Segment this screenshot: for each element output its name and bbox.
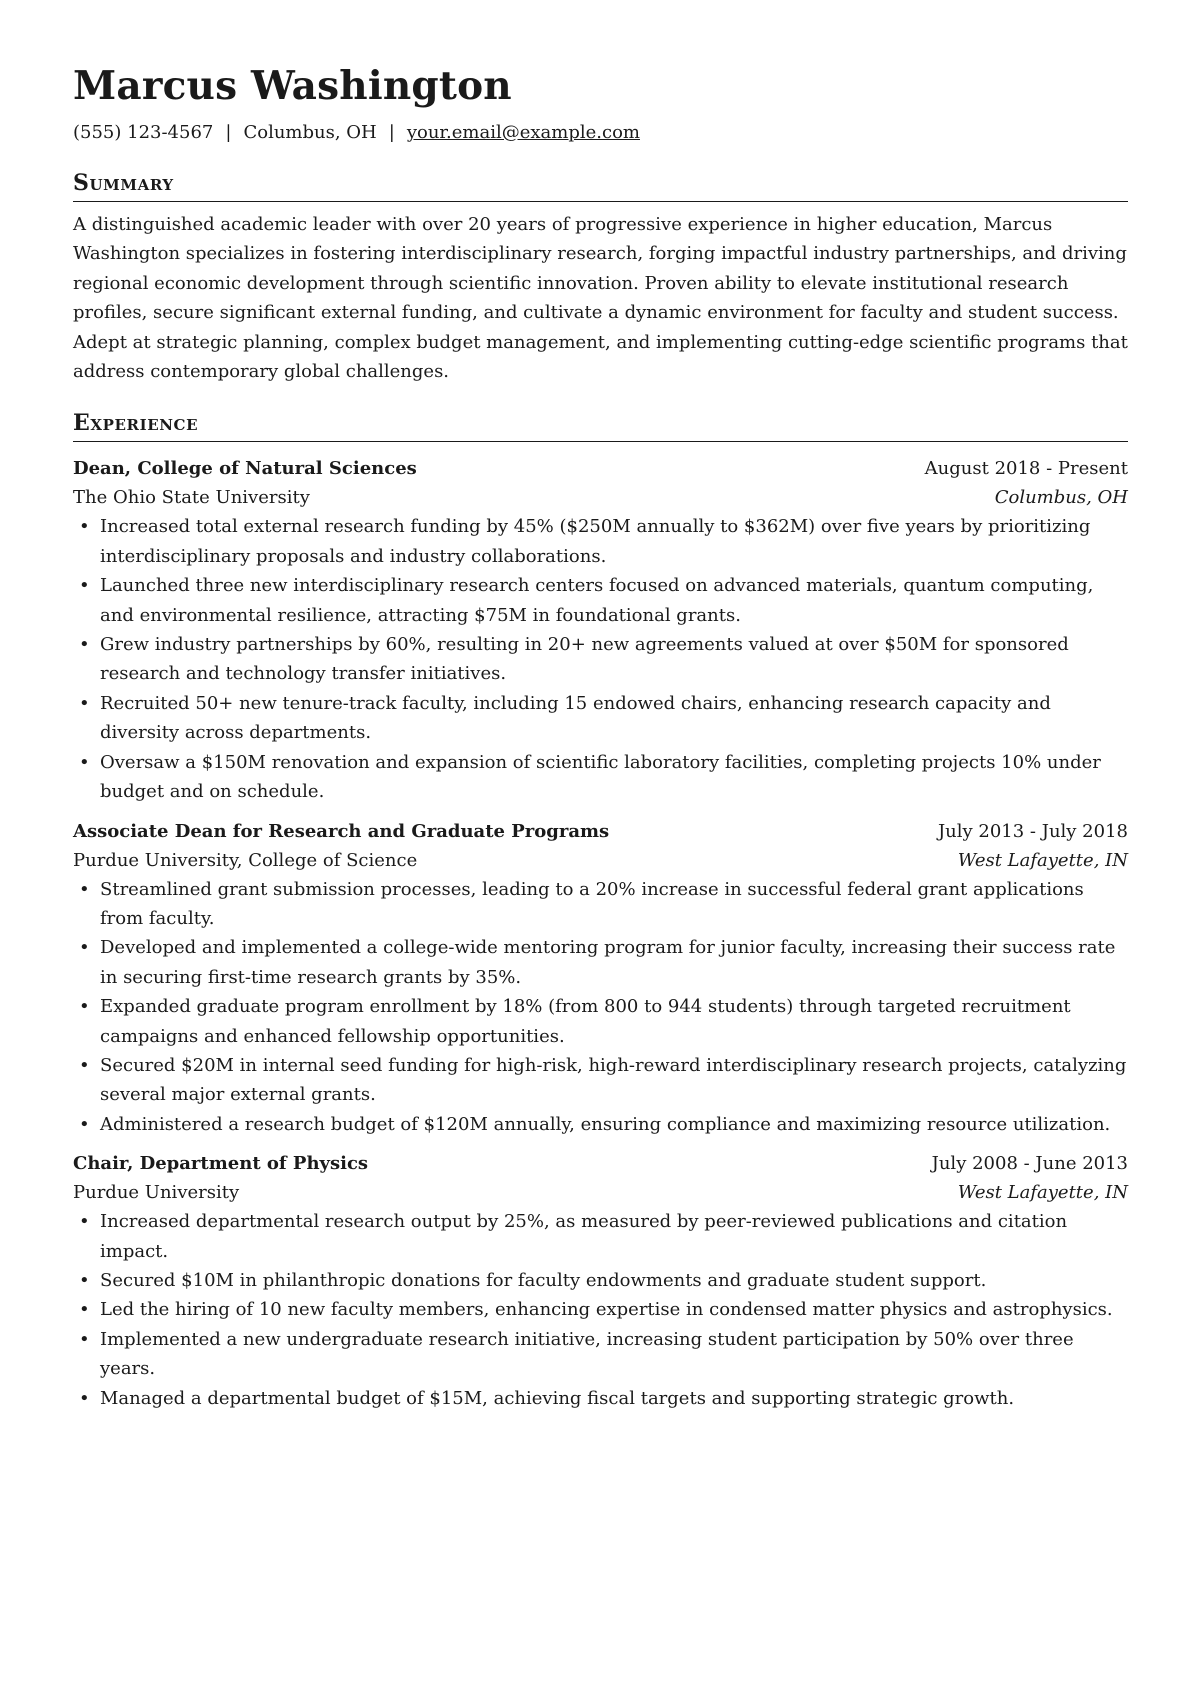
bullet-item: • Grew industry partnerships by 60%, resulting in 20+ new agreements valued at over $50M for sponsored research and technology transfer initiatives.	[73, 630, 1128, 689]
job-title: Chair, Department of Physics	[73, 1153, 369, 1175]
job-entry	[73, 454, 1128, 806]
job-location: Columbus, OH	[994, 487, 1128, 509]
job-bullets	[73, 512, 1128, 806]
job-dates: July 2013 - July 2018	[937, 820, 1128, 842]
contact-separator: |	[225, 122, 232, 143]
bullet-item: • Increased departmental research output by 25%, as measured by peer-reviewed publications and citation impact.	[73, 1207, 1128, 1266]
experience-heading: Experience	[73, 406, 1128, 442]
contact-separator: |	[388, 122, 395, 143]
bullet-item: • Launched three new interdisciplinary research centers focused on advanced materials, quantum computing, and environmental resilience, attracting $75M in foundational grants.	[73, 571, 1128, 630]
bullet-item: • Increased total external research funding by 45% ($250M annually to $362M) over five years by prioritizing interdisciplinary proposals and industry collaborations.	[73, 512, 1128, 571]
job-entry	[73, 817, 1128, 1140]
bullet-item: • Led the hiring of 10 new faculty members, enhancing expertise in condensed matter physics and astrophysics.	[73, 1295, 1128, 1324]
bullet-item: • Oversaw a $150M renovation and expansion of scientific laboratory facilities, completing projects 10% under budget and on schedule.	[73, 748, 1128, 807]
bullet-item: • Administered a research budget of $120M annually, ensuring compliance and maximizing resource utilization.	[73, 1110, 1128, 1139]
job-bullets	[73, 875, 1128, 1140]
bullet-item: • Streamlined grant submission processes, leading to a 20% increase in successful federal grant applications from faculty.	[73, 875, 1128, 934]
contact-line	[73, 120, 1128, 146]
bullet-item: • Recruited 50+ new tenure-track faculty, including 15 endowed chairs, enhancing research capacity and diversity across departments.	[73, 689, 1128, 748]
summary-text: A distinguished academic leader with over 20 years of progressive experience in higher education, Marcus Washington specializes in fostering interdisciplinary research, forging impactful industry partnerships, and driving regional economic development through scientific innovation. Proven ability to elevate institutional research profiles, secure significant external funding, and cultivate a dynamic environment for faculty and student success. Adept at strategic planning, complex budget management, and implementing cutting-edge scientific programs that address contemporary global challenges.	[73, 214, 1128, 383]
bullet-item: • Managed a departmental budget of $15M, achieving fiscal targets and supporting strategic growth.	[73, 1384, 1128, 1413]
job-entry	[73, 1149, 1128, 1413]
job-bullets	[73, 1207, 1128, 1413]
phone-number: (555) 123-4567	[73, 122, 214, 143]
bullet-item: • Expanded graduate program enrollment by 18% (from 800 to 944 students) through targeted recruitment campaigns and enhanced fellowship opportunities.	[73, 992, 1128, 1051]
job-location: West Lafayette, IN	[957, 1182, 1128, 1204]
location: Columbus, OH	[243, 122, 377, 143]
job-dates: August 2018 - Present	[924, 458, 1128, 480]
job-location: West Lafayette, IN	[957, 849, 1128, 871]
experience-list	[73, 454, 1128, 1413]
candidate-name: Marcus Washington	[73, 63, 512, 109]
job-title: Associate Dean for Research and Graduate Programs	[73, 820, 610, 842]
job-organization: Purdue University, College of Science	[73, 849, 418, 871]
job-dates: July 2008 - June 2013	[931, 1153, 1128, 1175]
bullet-item: • Secured $10M in philanthropic donations for faculty endowments and graduate student support.	[73, 1266, 1128, 1295]
summary-heading: Summary	[73, 166, 1128, 202]
bullet-item: • Developed and implemented a college-wide mentoring program for junior faculty, increasing their success rate in securing first-time research grants by 35%.	[73, 933, 1128, 992]
email-link[interactable]: your.email@example.com	[406, 122, 640, 143]
bullet-item: • Secured $20M in internal seed funding for high-risk, high-reward interdisciplinary research projects, catalyzing several major external grants.	[73, 1051, 1128, 1110]
job-title: Dean, College of Natural Sciences	[73, 458, 417, 480]
job-organization: The Ohio State University	[73, 487, 310, 509]
job-organization: Purdue University	[73, 1182, 240, 1204]
bullet-item: • Implemented a new undergraduate research initiative, increasing student participation by 50% over three years.	[73, 1325, 1128, 1384]
